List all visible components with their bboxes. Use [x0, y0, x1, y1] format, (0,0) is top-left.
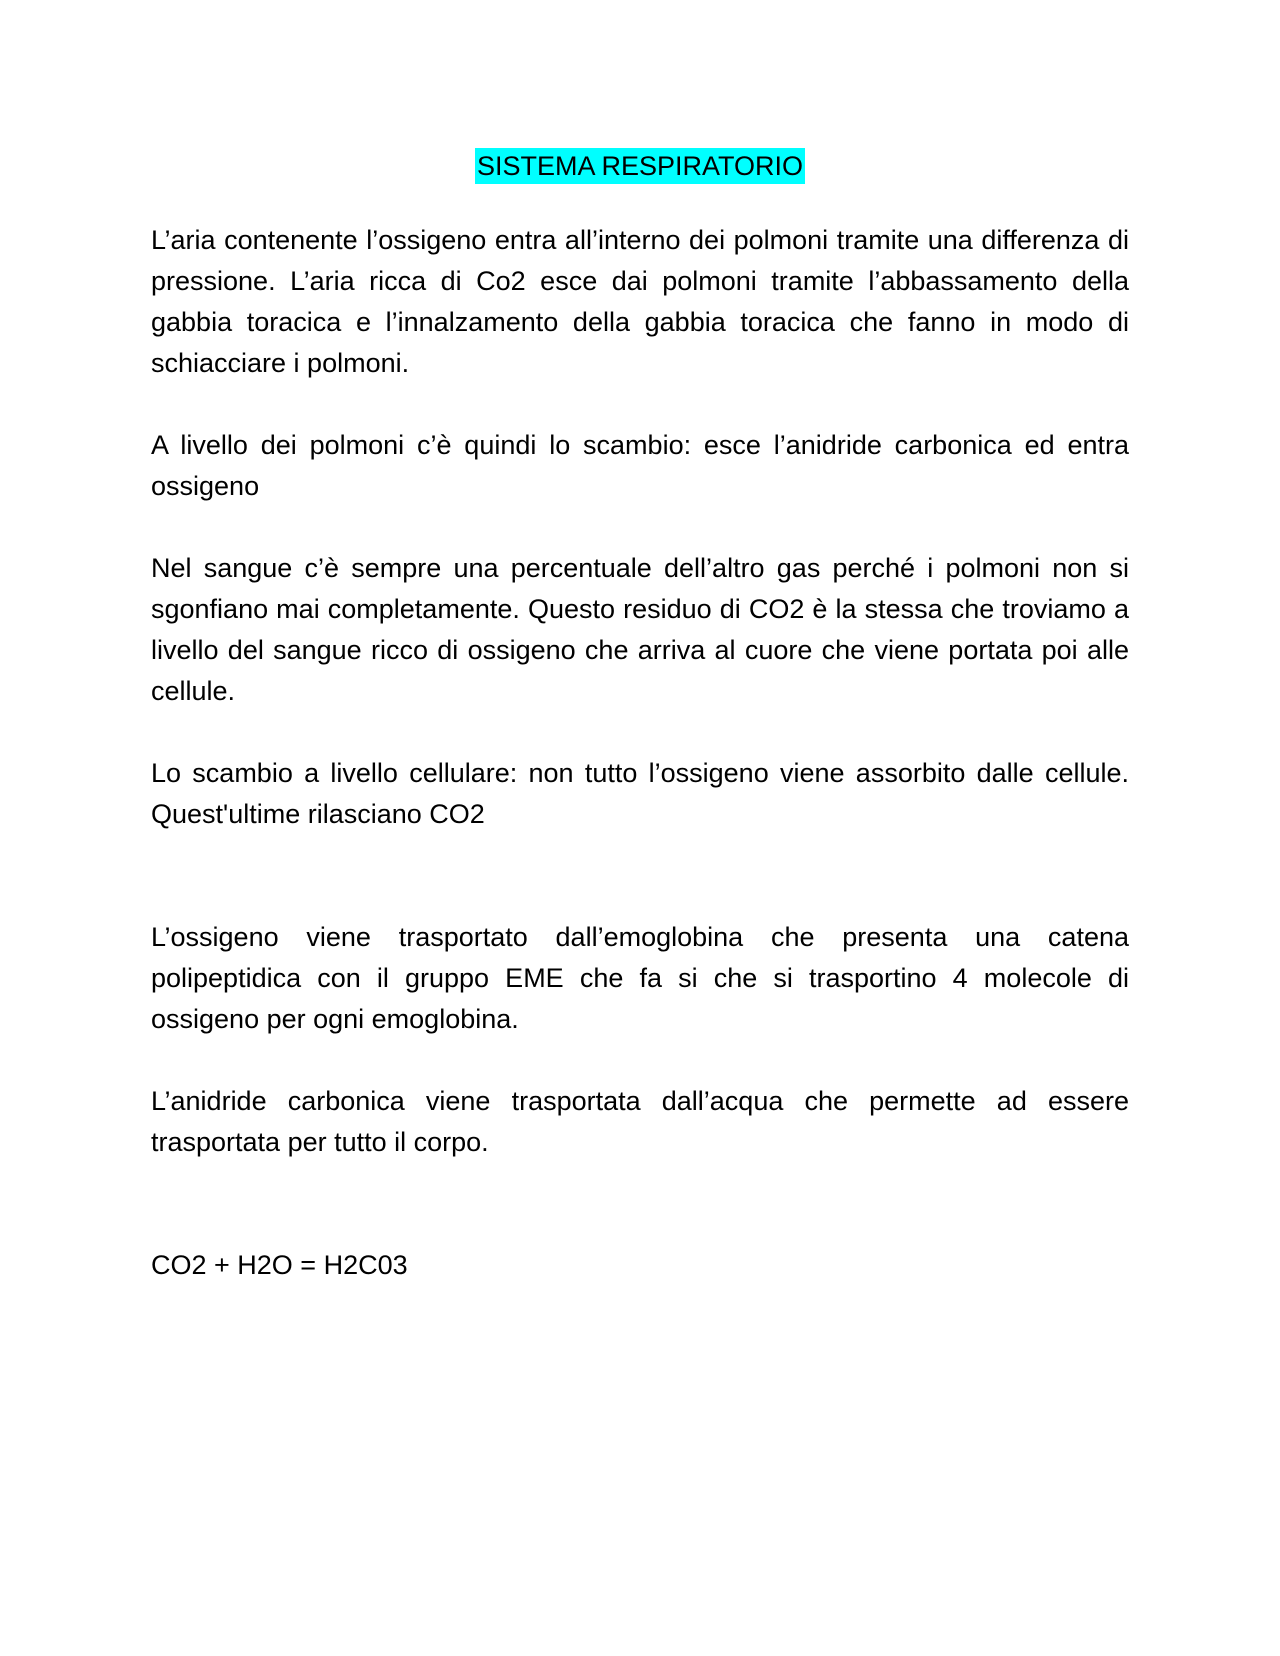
paragraph-spacer — [151, 507, 1129, 548]
paragraph-3: Nel sangue c’è sempre una percentuale dell’altro gas perché i polmoni non si sgonfiano mai completamente. Questo residuo di CO2 è la stessa che troviamo a livello del sangue ricco di ossigeno che arriva al cuore che viene portata poi alle cellule. — [151, 553, 1129, 706]
paragraph-5: L’ossigeno viene trasportato dall’emoglobina che presenta una catena polipeptidica con il gruppo EME che fa si che si trasportino 4 molecole di ossigeno per ogni emoglobina. — [151, 922, 1129, 1034]
paragraph-1: L’aria contenente l’ossigeno entra all’interno dei polmoni tramite una differenza di pressione. L’aria ricca di Co2 esce dai polmoni tramite l’abbassamento della gabbia toracica e l’innalzamento della gabbia toracica che fanno in modo di schiacciare i polmoni. — [151, 225, 1129, 378]
paragraph-spacer — [151, 384, 1129, 425]
document-body — [151, 220, 1129, 1286]
paragraph-6: L’anidride carbonica viene trasportata dall’acqua che permette ad essere trasportata per tutto il corpo. — [151, 1086, 1129, 1157]
paragraph-spacer — [151, 1163, 1129, 1245]
chemical-formula: CO2 + H2O = H2C03 — [151, 1250, 408, 1280]
paragraph-spacer — [151, 1040, 1129, 1081]
paragraph-2: A livello dei polmoni c’è quindi lo scambio: esce l’anidride carbonica ed entra ossigeno — [151, 430, 1129, 501]
title-container — [0, 148, 1280, 184]
paragraph-spacer — [151, 835, 1129, 917]
paragraph-spacer — [151, 712, 1129, 753]
paragraph-4: Lo scambio a livello cellulare: non tutto l’ossigeno viene assorbito dalle cellule. Quest'ultime rilasciano CO2 — [151, 758, 1129, 829]
page-title: SISTEMA RESPIRATORIO — [475, 148, 805, 184]
